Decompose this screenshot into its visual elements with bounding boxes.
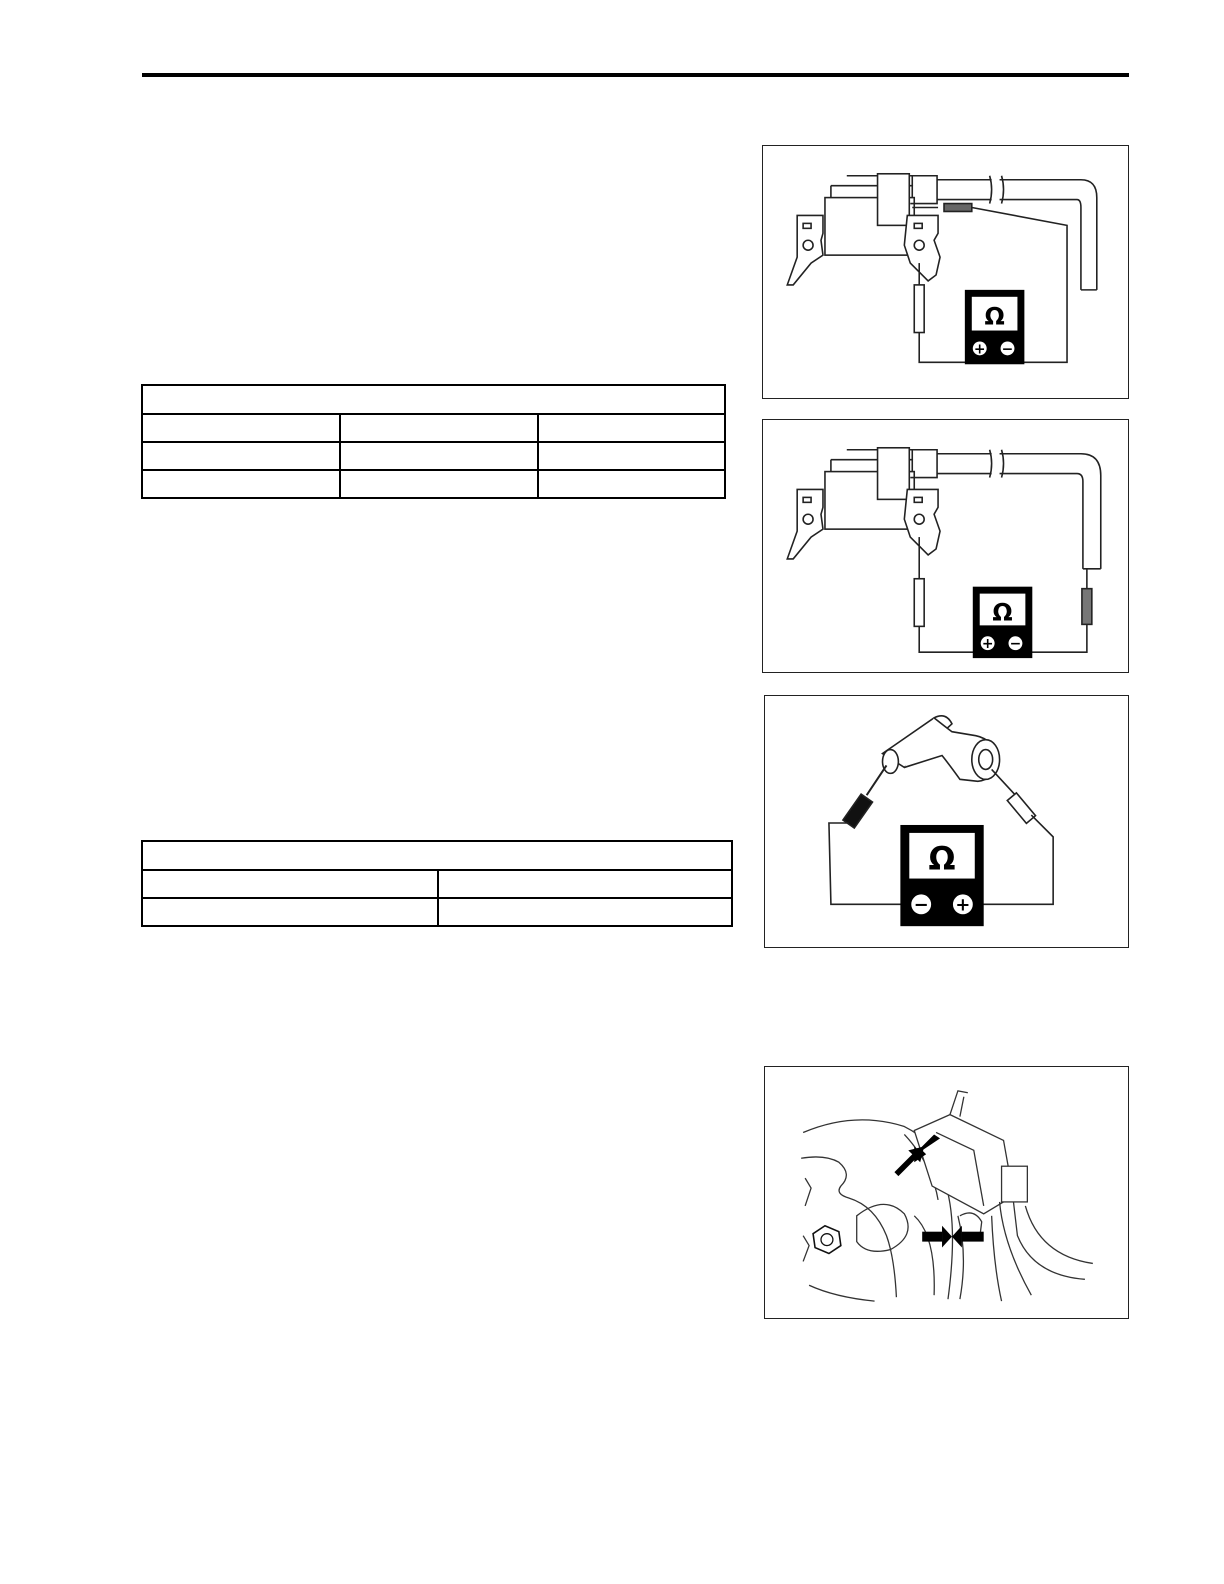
- table-row: [142, 470, 725, 498]
- table-row: [142, 841, 732, 870]
- table-header-cell: [142, 841, 732, 870]
- table-cell: [340, 414, 538, 442]
- table-cell: [538, 414, 725, 442]
- coil-primary-diagram: [763, 146, 1128, 398]
- svg-text:+: +: [973, 341, 986, 358]
- table-cell: [142, 870, 438, 898]
- table-cell: [340, 442, 538, 470]
- coil-resistance-table: [141, 384, 726, 499]
- ignition-coil-primary-resistance-figure: [762, 145, 1129, 399]
- ignition-coil-secondary-resistance-figure: [762, 419, 1129, 673]
- table-cell: [340, 470, 538, 498]
- table-cell: [142, 898, 438, 926]
- table-row: [142, 442, 725, 470]
- table-cell: [538, 470, 725, 498]
- svg-text:+: +: [981, 636, 994, 653]
- header-rule: [142, 73, 1129, 77]
- table-cell: [438, 870, 732, 898]
- table-row: [142, 898, 732, 926]
- svg-text:Ω: Ω: [992, 598, 1013, 627]
- svg-text:+: +: [955, 894, 971, 916]
- ignition-coil-air-gap-figure: [764, 1066, 1129, 1319]
- svg-text:−: −: [1001, 341, 1014, 358]
- ohmmeter-icon: [965, 290, 1025, 364]
- svg-text:Ω: Ω: [928, 841, 956, 878]
- spark-plug-cap-resistance-figure: [764, 695, 1129, 948]
- table-cell: [142, 442, 340, 470]
- cap-resistance-table: [141, 840, 733, 927]
- table-cell: [438, 898, 732, 926]
- svg-text:−: −: [913, 894, 929, 916]
- table-cell: [538, 442, 725, 470]
- svg-text:Ω: Ω: [984, 302, 1005, 331]
- svg-text:−: −: [1009, 636, 1022, 653]
- plug-cap-diagram: [765, 696, 1128, 947]
- ohmmeter-icon: [973, 587, 1033, 658]
- table-row: [142, 870, 732, 898]
- table-row: [142, 414, 725, 442]
- air-gap-diagram: [765, 1067, 1128, 1318]
- ohmmeter-icon: [900, 825, 983, 926]
- table-header-cell: [142, 385, 725, 414]
- table-cell: [142, 414, 340, 442]
- table-cell: [142, 470, 340, 498]
- coil-secondary-diagram: [763, 420, 1128, 672]
- table-row: [142, 385, 725, 414]
